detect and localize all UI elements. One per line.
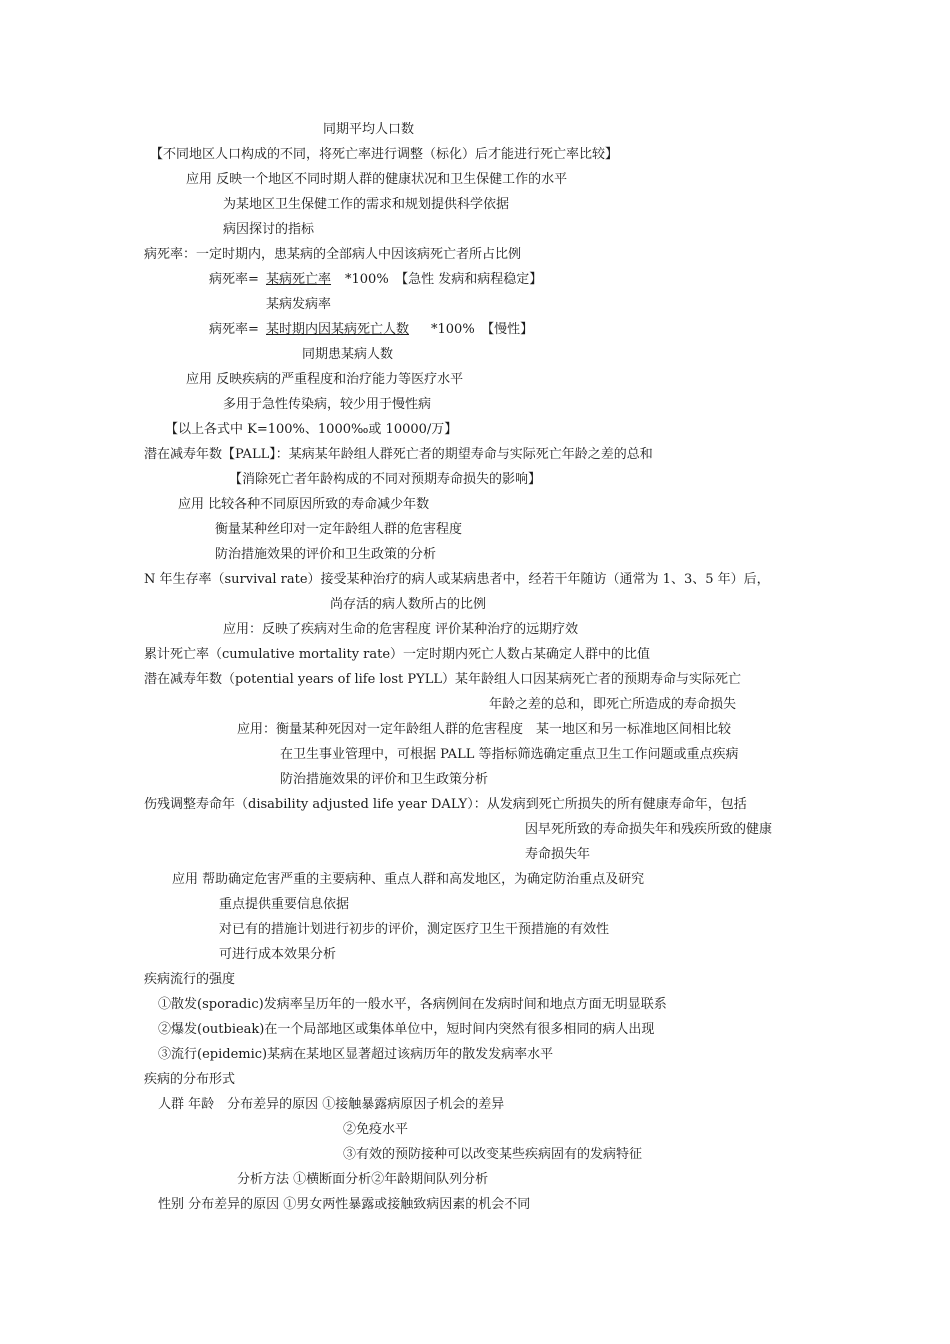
text-line: 病因探讨的指标 <box>223 222 315 237</box>
text-line: 【消除死亡者年龄构成的不同对预期寿命损失的影响】 <box>229 472 542 487</box>
text-line: 衡量某种丝印对一定年龄组人群的危害程度 <box>215 522 463 537</box>
text-line: 同期平均人口数 <box>323 122 415 137</box>
text-line: ②爆发(outbieak)在一个局部地区或集体单位中，短时间内突然有很多相同的病人出现 <box>158 1022 655 1037</box>
text-line: 潜在减寿年数【PALL】：某病某年龄组人群死亡者的期望寿命与实际死亡年龄之差的总和 <box>144 447 653 462</box>
formula-suffix: *100% 【慢性】 <box>431 322 534 337</box>
formula-label: 病死率= <box>209 272 259 287</box>
formula-suffix: *100% 【急性 发病和病程稳定】 <box>345 272 543 287</box>
formula-denominator: 同期患某病人数 <box>302 347 394 362</box>
text-line: 可进行成本效果分析 <box>219 947 337 962</box>
text-line: 多用于急性传染病，较少用于慢性病 <box>223 397 432 412</box>
text-line: 潜在减寿年数（potential years of life lost PYLL）某年龄组人口因某病死亡者的预期寿命与实际死亡 <box>144 672 741 687</box>
formula-numerator: 某时期内因某病死亡人数 <box>266 322 410 337</box>
text-line: 【以上各式中 K=100%、1000‰或 10000/万】 <box>165 422 458 437</box>
text-line: 伤残调整寿命年（disability adjusted life year DALY）：从发病到死亡所损失的所有健康寿命年，包括 <box>144 797 747 812</box>
text-line: 年龄之差的总和，即死亡所造成的寿命损失 <box>489 697 737 712</box>
text-line: 应用 反映一个地区不同时期人群的健康状况和卫生保健工作的水平 <box>186 172 568 187</box>
text-line: 防治措施效果的评价和卫生政策的分析 <box>215 547 437 562</box>
text-line: 应用：反映了疾病对生命的危害程度 评价某种治疗的远期疗效 <box>223 622 579 637</box>
text-line: 对已有的措施计划进行初步的评价，测定医疗卫生干预措施的有效性 <box>219 922 610 937</box>
formula-label: 病死率= <box>209 322 259 337</box>
text-line: 寿命损失年 <box>525 847 591 862</box>
text-line: 防治措施效果的评价和卫生政策分析 <box>280 772 489 787</box>
text-line: 疾病的分布形式 <box>144 1072 236 1087</box>
text-line: 累计死亡率（cumulative mortality rate）一定时期内死亡人数占某确定人群中的比值 <box>144 647 651 662</box>
text-line: 人群 年龄 分布差异的原因 ①接触暴露病原因子机会的差异 <box>158 1097 505 1112</box>
text-line: 在卫生事业管理中，可根据 PALL 等指标筛选确定重点卫生工作问题或重点疾病 <box>280 747 739 762</box>
text-line: 疾病流行的强度 <box>144 972 236 987</box>
text-line: ①散发(sporadic)发病率呈历年的一般水平，各病例间在发病时间和地点方面无明显联系 <box>158 997 667 1012</box>
text-line: N 年生存率（survival rate）接受某种治疗的病人或某病患者中，经若干年随访（通常为 1、3、5 年）后， <box>144 572 770 587</box>
text-line: 应用 帮助确定危害严重的主要病种、重点人群和高发地区，为确定防治重点及研究 <box>172 872 645 887</box>
text-line: 应用 反映疾病的严重程度和治疗能力等医疗水平 <box>186 372 464 387</box>
text-line: ③有效的预防接种可以改变某些疾病固有的发病特征 <box>343 1147 643 1162</box>
text-line: ③流行(epidemic)某病在某地区显著超过该病历年的散发发病率水平 <box>158 1047 554 1062</box>
text-line: 【不同地区人口构成的不同，将死亡率进行调整（标化）后才能进行死亡率比较】 <box>150 147 619 162</box>
text-line: ②免疫水平 <box>343 1122 409 1137</box>
text-line: 分析方法 ①横断面分析②年龄期间队列分析 <box>237 1172 489 1187</box>
text-line: 应用 比较各种不同原因所致的寿命减少年数 <box>178 497 430 512</box>
text-line: 病死率：一定时期内，患某病的全部病人中因该病死亡者所占比例 <box>144 247 522 262</box>
text-line: 性别 分布差异的原因 ①男女两性暴露或接触致病因素的机会不同 <box>158 1197 531 1212</box>
text-line: 重点提供重要信息依据 <box>219 897 350 912</box>
text-line: 应用：衡量某种死因对一定年龄组人群的危害程度 某一地区和另一标准地区间相比较 <box>237 722 732 737</box>
formula-numerator: 某病死亡率 <box>266 272 332 287</box>
text-line: 尚存活的病人数所占的比例 <box>330 597 487 612</box>
text-line: 为某地区卫生保健工作的需求和规划提供科学依据 <box>223 197 510 212</box>
text-line: 因早死所致的寿命损失年和残疾所致的健康 <box>525 822 773 837</box>
formula-denominator: 某病发病率 <box>266 297 332 312</box>
